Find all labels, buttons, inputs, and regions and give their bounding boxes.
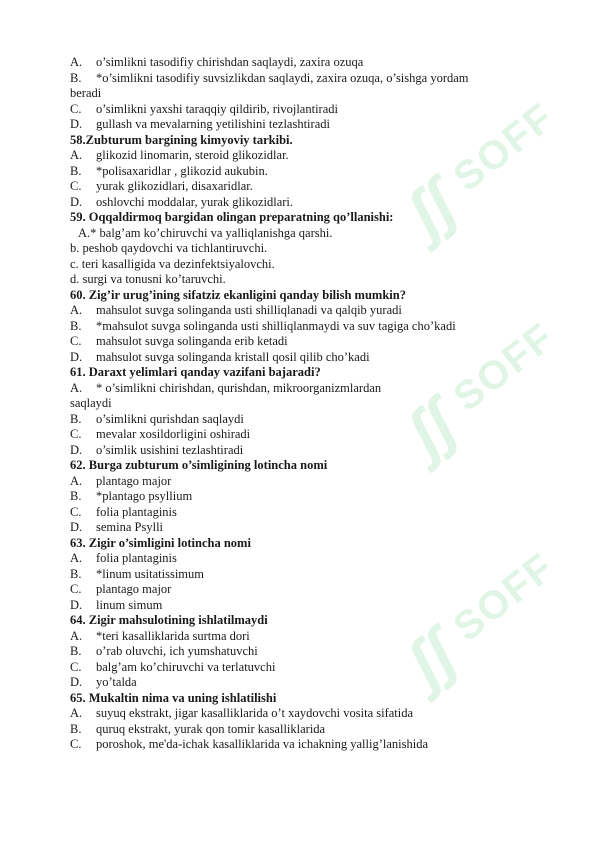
option-letter: B. (70, 163, 82, 178)
answer-option (70, 303, 540, 319)
option-text: linum simum (96, 597, 163, 612)
option-letter: B. (70, 489, 82, 503)
option-letter: A. (70, 380, 83, 395)
option-text: *plantago psyllium (96, 489, 193, 503)
option-letter: D. (70, 675, 83, 689)
option-letter: B. (70, 411, 82, 426)
question-heading: 62. Burga zubturum o’simligining lotincha nomi (70, 458, 328, 472)
option-text: *o’simlikni tasodifiy suvsizlikdan saqlaydi, zaxira ozuqa, o’sishga yordam (96, 70, 469, 85)
answer-option (70, 427, 540, 443)
answer-option (70, 102, 540, 118)
option-text: *linum usitatissimum (96, 566, 204, 581)
text-line: saqlaydi (70, 396, 112, 410)
text-line: d. surgi va tonusni ko’taruvchi. (70, 272, 226, 286)
answer-option: A.* balg’am ko’chiruvchi va yalliqlanishga qarshi. (78, 225, 333, 240)
answer-option (70, 629, 540, 645)
option-letter: C. (70, 179, 82, 193)
option-letter: A. (70, 473, 83, 488)
option-text: o’simlikni yaxshi taraqqiy qildirib, rivojlantiradi (96, 101, 338, 116)
option-text: balg’am ko’chiruvchi va terlatuvchi (96, 659, 276, 674)
option-text: suyuq ekstrakt, jigar kasalliklarida o’t xaydovchi vosita sifatida (96, 706, 414, 720)
option-letter: C. (70, 737, 82, 751)
answer-option (70, 319, 540, 335)
option-letter: A. (70, 551, 83, 565)
question-heading: 60. Zig’ir urug’ining sifatziz ekanligini qanday bilish mumkin? (70, 287, 406, 302)
answer-option (70, 117, 540, 133)
answer-option (70, 350, 540, 366)
option-letter: A. (70, 706, 83, 720)
option-text: o’simlikni tasodifiy chirishdan saqlaydi, zaxira ozuqa (96, 55, 364, 69)
option-letter: D. (70, 597, 83, 612)
option-letter: D. (70, 117, 83, 131)
option-letter: A. (70, 303, 83, 317)
answer-option (70, 675, 540, 691)
option-text: mahsulot suvga solinganda usti shilliqlanadi va qalqib yuradi (96, 303, 402, 317)
document-body (70, 55, 540, 753)
answer-option (70, 706, 540, 722)
answer-option (70, 598, 540, 614)
watermark-logo: ʃʃ (393, 167, 470, 249)
answer-option (70, 737, 540, 753)
option-letter: D. (70, 520, 83, 534)
option-letter: A. (70, 628, 83, 643)
text-line: b. peshob qaydovchi va tichlantiruvchi. (70, 241, 268, 255)
answer-option (70, 443, 540, 459)
answer-option (70, 381, 540, 397)
option-text: o’simlik usishini tezlashtiradi (96, 442, 244, 457)
answer-option (70, 55, 540, 71)
question-heading: 64. Zigir mahsulotining ishlatilmaydi (70, 613, 268, 627)
option-text: plantago major (96, 473, 172, 488)
option-text: mahsulot suvga solinganda erib ketadi (96, 334, 288, 348)
option-letter: D. (70, 194, 83, 209)
option-text: *mahsulot suvga solinganda usti shilliqlanmaydi va suv tagiga cho’kadi (96, 318, 456, 333)
text-line: beradi (70, 86, 102, 100)
question-heading: 59. Oqqaldirmoq bargidan olingan preparatning qo’llanishi: (70, 210, 394, 224)
answer-option (70, 722, 540, 738)
option-letter: B. (70, 566, 82, 581)
answer-option (70, 644, 540, 660)
watermark-text: SOFF (445, 544, 564, 650)
option-text: folia plantaginis (96, 551, 177, 565)
answer-option (70, 412, 540, 428)
answer-option (70, 71, 540, 87)
option-letter: D. (70, 442, 83, 457)
answer-option (70, 567, 540, 583)
option-text: o’simlikni qurishdan saqlaydi (96, 411, 244, 426)
option-text: yo’talda (96, 675, 137, 689)
watermark-logo: ʃʃ (393, 387, 470, 469)
option-text: *teri kasalliklarida surtma dori (96, 628, 250, 643)
option-text: * o’simlikni chirishdan, qurishdan, mikroorganizmlardan (96, 380, 382, 395)
answer-option (70, 164, 540, 180)
answer-option (70, 551, 540, 567)
watermark-text: SOFF (445, 94, 564, 200)
answer-option (70, 520, 540, 536)
watermark-text: SOFF (445, 314, 564, 420)
question-heading: 61. Daraxt yelimlari qanday vazifani bajaradi? (70, 365, 321, 379)
option-letter: C. (70, 334, 82, 348)
option-letter: C. (70, 101, 82, 116)
option-letter: A. (70, 148, 83, 162)
answer-option (70, 474, 540, 490)
option-text: gullash va mevalarning yetilishini tezlashtiradi (96, 117, 330, 131)
question-heading: 65. Mukaltin nima va uning ishlatilishi (70, 690, 277, 705)
watermark-logo: ʃʃ (393, 617, 470, 699)
option-letter: B. (70, 318, 82, 333)
option-letter: B. (70, 721, 82, 736)
option-letter: C. (70, 504, 82, 519)
option-text: o’rab oluvchi, ich yumshatuvchi (96, 644, 258, 658)
option-text: oshlovchi moddalar, yurak glikozidlari. (96, 194, 294, 209)
option-letter: C. (70, 659, 82, 674)
option-letter: C. (70, 582, 82, 596)
text-line: c. teri kasalligida va dezinfektsiyalovchi. (70, 256, 275, 271)
option-text: semina Psylli (96, 520, 164, 534)
option-text: yurak glikozidlari, disaxaridlar. (96, 179, 253, 193)
option-letter: B. (70, 70, 82, 85)
question-heading: 58.Zubturum bargining kimyoviy tarkibi. (70, 132, 293, 147)
answer-option (70, 582, 540, 598)
option-text: *polisaxaridlar , glikozid aukubin. (96, 163, 268, 178)
option-text: quruq ekstrakt, yurak qon tomir kasalliklarida (96, 721, 326, 736)
question-heading: 63. Zigir o’simligini lotincha nomi (70, 535, 251, 550)
answer-option (70, 660, 540, 676)
answer-option (70, 195, 540, 211)
option-text: folia plantaginis (96, 504, 177, 519)
option-letter: D. (70, 349, 83, 364)
option-letter: B. (70, 644, 82, 658)
answer-option (70, 179, 540, 195)
option-text: mahsulot suvga solinganda kristall qosil qilib cho’kadi (96, 349, 370, 364)
option-text: plantago major (96, 582, 172, 596)
answer-option (70, 334, 540, 350)
option-text: glikozid linomarin, steroid glikozidlar. (96, 148, 289, 162)
option-letter: A. (70, 55, 83, 69)
answer-option (70, 505, 540, 521)
option-text: mevalar xosildorligini oshiradi (96, 427, 251, 441)
option-letter: C. (70, 427, 82, 441)
answer-option (70, 489, 540, 505)
option-text: poroshok, me'da-ichak kasalliklarida va ichakning yallig’lanishida (96, 737, 429, 751)
answer-option (70, 148, 540, 164)
